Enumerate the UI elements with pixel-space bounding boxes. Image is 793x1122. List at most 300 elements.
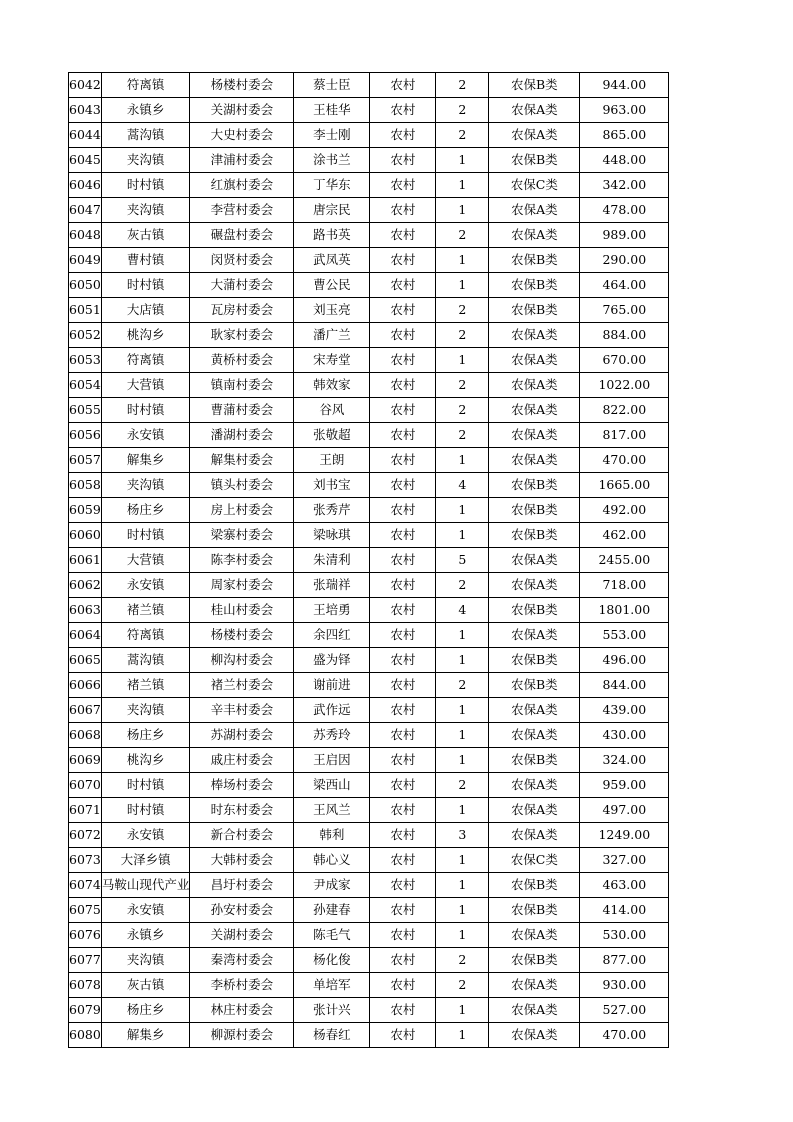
table-row	[69, 423, 669, 448]
name-cell: 陈毛气	[294, 923, 370, 948]
count-cell: 2	[436, 373, 489, 398]
count-cell: 1	[436, 148, 489, 173]
area-type-cell: 农村	[370, 723, 436, 748]
category-cell: 农保A类	[489, 973, 580, 998]
area-type-cell: 农村	[370, 823, 436, 848]
table-row	[69, 598, 669, 623]
town-cell: 永安镇	[101, 423, 190, 448]
table-row	[69, 823, 669, 848]
row-id: 6056	[69, 423, 102, 448]
category-cell: 农保A类	[489, 348, 580, 373]
row-id: 6066	[69, 673, 102, 698]
area-type-cell: 农村	[370, 248, 436, 273]
table-row	[69, 623, 669, 648]
count-cell: 1	[436, 273, 489, 298]
category-cell: 农保A类	[489, 773, 580, 798]
name-cell: 杨化俊	[294, 948, 370, 973]
table-row	[69, 398, 669, 423]
table-row	[69, 773, 669, 798]
row-id: 6057	[69, 448, 102, 473]
row-id: 6074	[69, 873, 102, 898]
row-id: 6052	[69, 323, 102, 348]
category-cell: 农保A类	[489, 723, 580, 748]
village-cell: 辛丰村委会	[190, 698, 294, 723]
village-cell: 解集村委会	[190, 448, 294, 473]
area-type-cell: 农村	[370, 523, 436, 548]
count-cell: 1	[436, 798, 489, 823]
category-cell: 农保A类	[489, 373, 580, 398]
area-type-cell: 农村	[370, 498, 436, 523]
village-cell: 戚庄村委会	[190, 748, 294, 773]
name-cell: 王朗	[294, 448, 370, 473]
name-cell: 路书英	[294, 223, 370, 248]
count-cell: 1	[436, 523, 489, 548]
row-id: 6054	[69, 373, 102, 398]
name-cell: 谢前进	[294, 673, 370, 698]
amount-cell: 324.00	[580, 748, 669, 773]
amount-cell: 1249.00	[580, 823, 669, 848]
name-cell: 余四红	[294, 623, 370, 648]
count-cell: 1	[436, 498, 489, 523]
amount-cell: 989.00	[580, 223, 669, 248]
area-type-cell: 农村	[370, 373, 436, 398]
name-cell: 曹公民	[294, 273, 370, 298]
count-cell: 1	[436, 723, 489, 748]
row-id: 6065	[69, 648, 102, 673]
table-row	[69, 273, 669, 298]
table-row	[69, 748, 669, 773]
category-cell: 农保B类	[489, 498, 580, 523]
table-row	[69, 498, 669, 523]
table-row	[69, 1023, 669, 1048]
area-type-cell: 农村	[370, 748, 436, 773]
count-cell: 3	[436, 823, 489, 848]
category-cell: 农保B类	[489, 248, 580, 273]
count-cell: 1	[436, 748, 489, 773]
area-type-cell: 农村	[370, 998, 436, 1023]
name-cell: 王风兰	[294, 798, 370, 823]
amount-cell: 464.00	[580, 273, 669, 298]
town-cell: 蒿沟镇	[101, 648, 190, 673]
town-cell: 灰古镇	[101, 973, 190, 998]
category-cell: 农保A类	[489, 323, 580, 348]
area-type-cell: 农村	[370, 698, 436, 723]
name-cell: 杨春红	[294, 1023, 370, 1048]
amount-cell: 944.00	[580, 73, 669, 98]
category-cell: 农保B类	[489, 73, 580, 98]
category-cell: 农保A类	[489, 923, 580, 948]
table-row	[69, 98, 669, 123]
town-cell: 夹沟镇	[101, 148, 190, 173]
town-cell: 大店镇	[101, 298, 190, 323]
row-id: 6050	[69, 273, 102, 298]
amount-cell: 553.00	[580, 623, 669, 648]
category-cell: 农保B类	[489, 948, 580, 973]
table-row	[69, 723, 669, 748]
row-id: 6045	[69, 148, 102, 173]
town-cell: 蒿沟镇	[101, 123, 190, 148]
amount-cell: 496.00	[580, 648, 669, 673]
count-cell: 1	[436, 448, 489, 473]
village-cell: 孙安村委会	[190, 898, 294, 923]
area-type-cell: 农村	[370, 898, 436, 923]
village-cell: 房上村委会	[190, 498, 294, 523]
count-cell: 1	[436, 698, 489, 723]
amount-cell: 462.00	[580, 523, 669, 548]
category-cell: 农保C类	[489, 848, 580, 873]
name-cell: 苏秀玲	[294, 723, 370, 748]
area-type-cell: 农村	[370, 123, 436, 148]
table-row	[69, 973, 669, 998]
table-row	[69, 73, 669, 98]
row-id: 6059	[69, 498, 102, 523]
name-cell: 单培军	[294, 973, 370, 998]
row-id: 6073	[69, 848, 102, 873]
name-cell: 潘广兰	[294, 323, 370, 348]
amount-cell: 817.00	[580, 423, 669, 448]
amount-cell: 844.00	[580, 673, 669, 698]
category-cell: 农保A类	[489, 1023, 580, 1048]
count-cell: 1	[436, 873, 489, 898]
name-cell: 王桂华	[294, 98, 370, 123]
row-id: 6046	[69, 173, 102, 198]
amount-cell: 959.00	[580, 773, 669, 798]
village-cell: 黄桥村委会	[190, 348, 294, 373]
area-type-cell: 农村	[370, 648, 436, 673]
name-cell: 韩心义	[294, 848, 370, 873]
row-id: 6071	[69, 798, 102, 823]
category-cell: 农保B类	[489, 523, 580, 548]
category-cell: 农保A类	[489, 198, 580, 223]
count-cell: 1	[436, 898, 489, 923]
table-row	[69, 348, 669, 373]
category-cell: 农保A类	[489, 223, 580, 248]
name-cell: 刘书宝	[294, 473, 370, 498]
town-cell: 时村镇	[101, 798, 190, 823]
row-id: 6042	[69, 73, 102, 98]
row-id: 6080	[69, 1023, 102, 1048]
name-cell: 张敬超	[294, 423, 370, 448]
amount-cell: 414.00	[580, 898, 669, 923]
town-cell: 符离镇	[101, 73, 190, 98]
amount-cell: 327.00	[580, 848, 669, 873]
table-row	[69, 248, 669, 273]
category-cell: 农保A类	[489, 398, 580, 423]
table-row	[69, 798, 669, 823]
table-body	[69, 73, 669, 1048]
town-cell: 永安镇	[101, 898, 190, 923]
name-cell: 王启因	[294, 748, 370, 773]
town-cell: 解集乡	[101, 448, 190, 473]
row-id: 6076	[69, 923, 102, 948]
row-id: 6078	[69, 973, 102, 998]
table-row	[69, 198, 669, 223]
relief-roster-table	[68, 72, 669, 1048]
category-cell: 农保A类	[489, 98, 580, 123]
table-row	[69, 998, 669, 1023]
count-cell: 1	[436, 923, 489, 948]
row-id: 6055	[69, 398, 102, 423]
amount-cell: 290.00	[580, 248, 669, 273]
name-cell: 梁咏琪	[294, 523, 370, 548]
area-type-cell: 农村	[370, 873, 436, 898]
category-cell: 农保A类	[489, 123, 580, 148]
row-id: 6044	[69, 123, 102, 148]
count-cell: 2	[436, 223, 489, 248]
count-cell: 2	[436, 673, 489, 698]
count-cell: 2	[436, 773, 489, 798]
village-cell: 梁寨村委会	[190, 523, 294, 548]
name-cell: 武凤英	[294, 248, 370, 273]
village-cell: 大韩村委会	[190, 848, 294, 873]
village-cell: 秦湾村委会	[190, 948, 294, 973]
category-cell: 农保A类	[489, 698, 580, 723]
count-cell: 1	[436, 998, 489, 1023]
row-id: 6068	[69, 723, 102, 748]
amount-cell: 1801.00	[580, 598, 669, 623]
category-cell: 农保B类	[489, 648, 580, 673]
amount-cell: 670.00	[580, 348, 669, 373]
table-row	[69, 848, 669, 873]
table-row	[69, 323, 669, 348]
name-cell: 谷风	[294, 398, 370, 423]
row-id: 6069	[69, 748, 102, 773]
area-type-cell: 农村	[370, 423, 436, 448]
village-cell: 瓦房村委会	[190, 298, 294, 323]
count-cell: 2	[436, 973, 489, 998]
village-cell: 褚兰村委会	[190, 673, 294, 698]
village-cell: 曹蒲村委会	[190, 398, 294, 423]
count-cell: 2	[436, 423, 489, 448]
row-id: 6051	[69, 298, 102, 323]
village-cell: 镇南村委会	[190, 373, 294, 398]
category-cell: 农保A类	[489, 623, 580, 648]
name-cell: 张秀芹	[294, 498, 370, 523]
area-type-cell: 农村	[370, 298, 436, 323]
amount-cell: 497.00	[580, 798, 669, 823]
area-type-cell: 农村	[370, 848, 436, 873]
row-id: 6049	[69, 248, 102, 273]
table-row	[69, 298, 669, 323]
table-row	[69, 448, 669, 473]
count-cell: 2	[436, 323, 489, 348]
area-type-cell: 农村	[370, 598, 436, 623]
table-row	[69, 923, 669, 948]
village-cell: 李营村委会	[190, 198, 294, 223]
town-cell: 夹沟镇	[101, 473, 190, 498]
name-cell: 韩效家	[294, 373, 370, 398]
name-cell: 涂书兰	[294, 148, 370, 173]
category-cell: 农保A类	[489, 823, 580, 848]
village-cell: 杨楼村委会	[190, 623, 294, 648]
amount-cell: 342.00	[580, 173, 669, 198]
town-cell: 夹沟镇	[101, 948, 190, 973]
town-cell: 桃沟乡	[101, 748, 190, 773]
name-cell: 张瑞祥	[294, 573, 370, 598]
count-cell: 2	[436, 298, 489, 323]
count-cell: 2	[436, 73, 489, 98]
table-row	[69, 373, 669, 398]
row-id: 6070	[69, 773, 102, 798]
village-cell: 苏湖村委会	[190, 723, 294, 748]
town-cell: 曹村镇	[101, 248, 190, 273]
town-cell: 符离镇	[101, 348, 190, 373]
area-type-cell: 农村	[370, 448, 436, 473]
row-id: 6075	[69, 898, 102, 923]
count-cell: 2	[436, 573, 489, 598]
village-cell: 关湖村委会	[190, 98, 294, 123]
row-id: 6063	[69, 598, 102, 623]
amount-cell: 865.00	[580, 123, 669, 148]
area-type-cell: 农村	[370, 323, 436, 348]
row-id: 6053	[69, 348, 102, 373]
name-cell: 李士刚	[294, 123, 370, 148]
amount-cell: 527.00	[580, 998, 669, 1023]
area-type-cell: 农村	[370, 173, 436, 198]
category-cell: 农保B类	[489, 273, 580, 298]
area-type-cell: 农村	[370, 223, 436, 248]
count-cell: 2	[436, 398, 489, 423]
village-cell: 昌圩村委会	[190, 873, 294, 898]
name-cell: 蔡士臣	[294, 73, 370, 98]
area-type-cell: 农村	[370, 273, 436, 298]
category-cell: 农保A类	[489, 423, 580, 448]
count-cell: 4	[436, 473, 489, 498]
amount-cell: 448.00	[580, 148, 669, 173]
table-row	[69, 648, 669, 673]
village-cell: 闵贤村委会	[190, 248, 294, 273]
category-cell: 农保B类	[489, 598, 580, 623]
town-cell: 大营镇	[101, 548, 190, 573]
count-cell: 2	[436, 98, 489, 123]
town-cell: 桃沟乡	[101, 323, 190, 348]
amount-cell: 470.00	[580, 1023, 669, 1048]
area-type-cell: 农村	[370, 148, 436, 173]
area-type-cell: 农村	[370, 1023, 436, 1048]
town-cell: 杨庄乡	[101, 998, 190, 1023]
category-cell: 农保B类	[489, 873, 580, 898]
row-id: 6048	[69, 223, 102, 248]
name-cell: 刘玉亮	[294, 298, 370, 323]
amount-cell: 718.00	[580, 573, 669, 598]
name-cell: 武作远	[294, 698, 370, 723]
amount-cell: 2455.00	[580, 548, 669, 573]
table-row	[69, 948, 669, 973]
table-row	[69, 523, 669, 548]
category-cell: 农保B类	[489, 298, 580, 323]
town-cell: 夹沟镇	[101, 698, 190, 723]
amount-cell: 765.00	[580, 298, 669, 323]
town-cell: 永镇乡	[101, 923, 190, 948]
row-id: 6062	[69, 573, 102, 598]
table-row	[69, 548, 669, 573]
row-id: 6043	[69, 98, 102, 123]
area-type-cell: 农村	[370, 673, 436, 698]
area-type-cell: 农村	[370, 473, 436, 498]
table-row	[69, 223, 669, 248]
category-cell: 农保A类	[489, 573, 580, 598]
village-cell: 潘湖村委会	[190, 423, 294, 448]
row-id: 6064	[69, 623, 102, 648]
town-cell: 时村镇	[101, 523, 190, 548]
name-cell: 丁华东	[294, 173, 370, 198]
row-id: 6079	[69, 998, 102, 1023]
area-type-cell: 农村	[370, 973, 436, 998]
count-cell: 2	[436, 948, 489, 973]
name-cell: 宋寿堂	[294, 348, 370, 373]
row-id: 6047	[69, 198, 102, 223]
amount-cell: 492.00	[580, 498, 669, 523]
amount-cell: 470.00	[580, 448, 669, 473]
village-cell: 新合村委会	[190, 823, 294, 848]
name-cell: 尹成家	[294, 873, 370, 898]
town-cell: 大泽乡镇	[101, 848, 190, 873]
count-cell: 1	[436, 623, 489, 648]
category-cell: 农保B类	[489, 898, 580, 923]
amount-cell: 439.00	[580, 698, 669, 723]
amount-cell: 884.00	[580, 323, 669, 348]
village-cell: 关湖村委会	[190, 923, 294, 948]
area-type-cell: 农村	[370, 798, 436, 823]
area-type-cell: 农村	[370, 923, 436, 948]
village-cell: 杨楼村委会	[190, 73, 294, 98]
table-row	[69, 573, 669, 598]
amount-cell: 822.00	[580, 398, 669, 423]
town-cell: 时村镇	[101, 173, 190, 198]
count-cell: 1	[436, 848, 489, 873]
amount-cell: 930.00	[580, 973, 669, 998]
town-cell: 时村镇	[101, 273, 190, 298]
table-row	[69, 873, 669, 898]
area-type-cell: 农村	[370, 573, 436, 598]
table-row	[69, 123, 669, 148]
category-cell: 农保C类	[489, 173, 580, 198]
town-cell: 时村镇	[101, 773, 190, 798]
town-cell: 杨庄乡	[101, 498, 190, 523]
name-cell: 孙建春	[294, 898, 370, 923]
amount-cell: 1665.00	[580, 473, 669, 498]
village-cell: 红旗村委会	[190, 173, 294, 198]
village-cell: 大史村委会	[190, 123, 294, 148]
area-type-cell: 农村	[370, 398, 436, 423]
category-cell: 农保B类	[489, 748, 580, 773]
name-cell: 韩利	[294, 823, 370, 848]
town-cell: 褚兰镇	[101, 598, 190, 623]
village-cell: 津浦村委会	[190, 148, 294, 173]
area-type-cell: 农村	[370, 623, 436, 648]
row-id: 6058	[69, 473, 102, 498]
category-cell: 农保A类	[489, 548, 580, 573]
amount-cell: 1022.00	[580, 373, 669, 398]
area-type-cell: 农村	[370, 198, 436, 223]
amount-cell: 463.00	[580, 873, 669, 898]
count-cell: 1	[436, 248, 489, 273]
town-cell: 符离镇	[101, 623, 190, 648]
category-cell: 农保B类	[489, 673, 580, 698]
area-type-cell: 农村	[370, 98, 436, 123]
table-row	[69, 173, 669, 198]
count-cell: 1	[436, 198, 489, 223]
town-cell: 马鞍山现代产业	[101, 873, 190, 898]
town-cell: 解集乡	[101, 1023, 190, 1048]
village-cell: 大蒲村委会	[190, 273, 294, 298]
town-cell: 夹沟镇	[101, 198, 190, 223]
name-cell: 梁西山	[294, 773, 370, 798]
village-cell: 柳源村委会	[190, 1023, 294, 1048]
town-cell: 大营镇	[101, 373, 190, 398]
row-id: 6061	[69, 548, 102, 573]
area-type-cell: 农村	[370, 773, 436, 798]
